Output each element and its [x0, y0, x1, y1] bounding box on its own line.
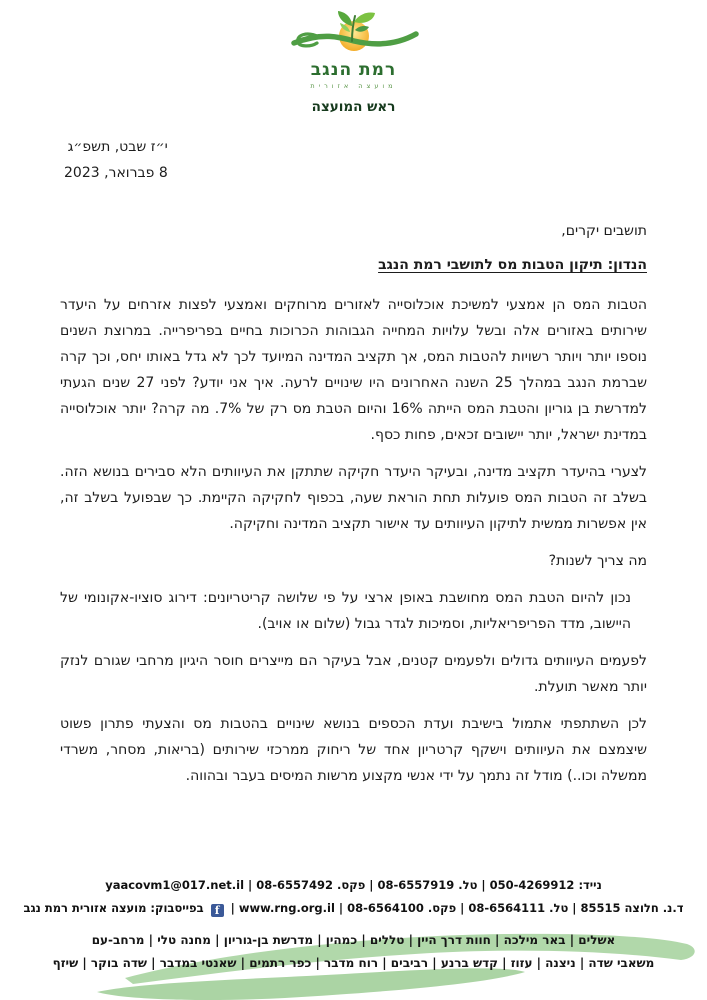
sender-role-title: ראש המועצה [311, 99, 396, 115]
salutation: תושבים יקרים, [561, 223, 647, 239]
letter-body [60, 218, 647, 800]
paragraph-5: לכן השתתפתי אתמול בישיבת ועדת הכספים בנושא שינויים בהטבות מס והצעתי פתרון פשוט שיצמצם את העיוותים וישקף קרטריון אחד של ריחוק ממרכזי שירותים (בריאות, מסחר, משרדי ממשלה וכו..) מודל זה נתמך על ידי אנשי מקצוע מרשות המיסים בעבר ובהווה. [60, 716, 647, 784]
gregorian-date: 8 פברואר, 2023 [64, 165, 168, 181]
question-line: מה צריך לשנות? [548, 553, 647, 569]
paragraph-4: לפעמים העיוותים גדולים ולפעמים קטנים, אבל בעיקר הם מייצרים חוסר היגיון מרחבי שגורם לנזק יותר מאשר תועלת. [60, 653, 647, 695]
subject-text: הנדון: תיקון הטבות מס לתושבי רמת הנגב [378, 257, 647, 273]
contact-line-2 [0, 901, 707, 917]
facebook-icon: f [211, 904, 224, 917]
sprout-sun-swoosh-icon [288, 10, 420, 62]
footer [0, 878, 707, 975]
hebrew-date: י״ז שבט, תשפ״ג [67, 139, 168, 155]
settlements-line-1: אשלים | באר מילכה | חוות דרך היין | טללים | כמהין | מדרשת בן-גוריון | מחנה טלי | מרחב-עם [91, 933, 616, 947]
org-name: רמת הנגב [310, 60, 397, 80]
subject-line [60, 252, 647, 278]
contact-facebook-part: בפייסבוק: מועצה אזורית רמת נגב [23, 901, 204, 915]
paragraph-3: נכון להיום הטבת המס מחושבת באופן ארצי על פי שלושה קריטריונים: דירוג סוציו-אקונומי של היישוב, מדד הפריפריאליות, וסמיכות לגדר גבול (שלום או אויב). [60, 590, 631, 632]
settlements-line-2: משאבי שדה | ניצנה | עזוז | קדש ברנע | רביבים | רוח מדבר | כפר רתמים | שאנטי במדבר | שדה בוקר | שיזף [52, 956, 655, 970]
org-subtitle: מועצה אזורית [310, 82, 397, 90]
council-logo [0, 10, 707, 115]
contact-address-part: ד.נ. חלוצה 85515 | טל. 08-6564111 | פקס. 08-6564100 | www.rng.org.il | [230, 901, 684, 915]
paragraph-1: הטבות המס הן אמצעי למשיכת אוכלוסייה לאזורים מרוחקים ואמצעי לפצות אזרחים על היעדר שירותים באזורים אלה ובשל עלויות המחייה הגבוהות הכרוכות בחיים בפריפרייה. במרוצת השנים נוספו יותר ויותר רשויות להטבות המס, אך תקציב המדינה המיועד לכך לא גדל באותו יחס, וכך קרה שברמת הנגב במהלך 25 השנה האחרונים היו שינויים לרעה. איך אני יודע? לפני 27 שנים הגעתי למדרשת בן גוריון והטבת המס הייתה 16% והיום הטבת מס רק של 7%. מה קרה? יותר אוכלוסייה במדינת ישראל, יותר יישובים זכאים, פחות כסף. [60, 297, 647, 443]
date-block [64, 134, 168, 186]
contact-line-1: נייד: 050-4269912 | טל. 08-6557919 | פקס. 08-6557492 | yaacovm1@017.net.il [105, 878, 602, 892]
paragraph-2: לצערי בהיעדר תקציב מדינה, ובעיקר היעדר חקיקה שתתקן את העיוותים הלא סבירים בנושא הזה. בשלב זה הטבות המס פועלות תחת הוראת שעה, בכפוף לחקיקה הקיימת. כך שבפועל בשלב זה, אין אפשרות ממשית לתיקון העיוותים עד אישור תקציב המדינה וחקיקה. [60, 464, 647, 532]
